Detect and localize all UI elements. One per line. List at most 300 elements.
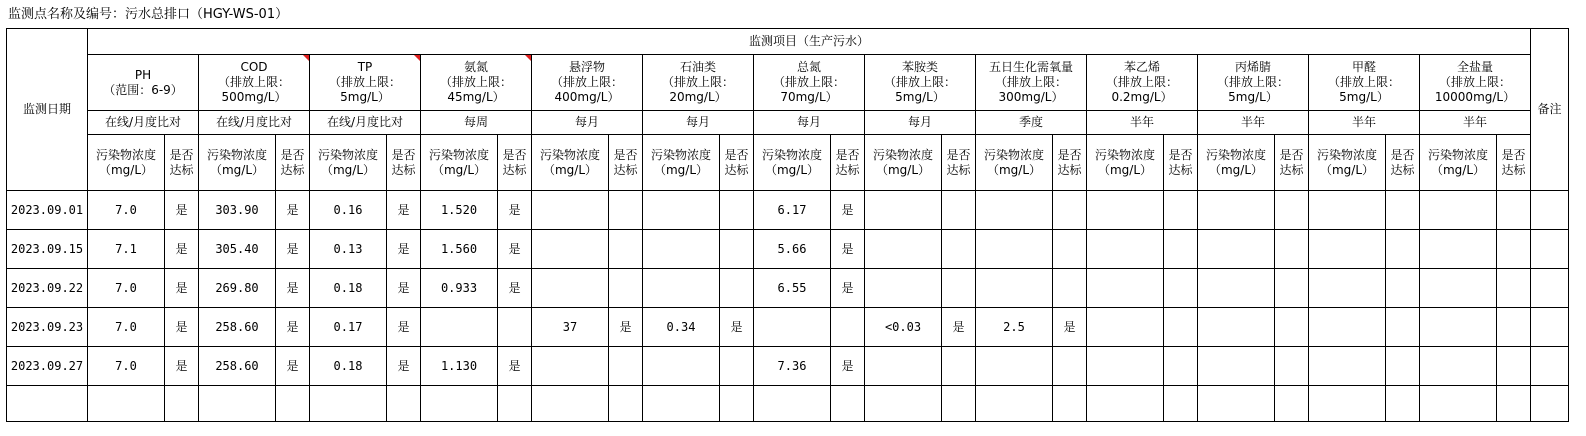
pass-cell[interactable]: 是 bbox=[165, 230, 199, 269]
pass-cell[interactable] bbox=[1386, 308, 1420, 347]
pass-label: 达标 bbox=[1168, 162, 1193, 177]
pass-label: 达标 bbox=[946, 162, 971, 177]
pass-cell[interactable] bbox=[720, 347, 754, 386]
item-limit: （排放上限： bbox=[772, 75, 845, 89]
concentration-cell[interactable]: 7.36 bbox=[754, 347, 831, 386]
pass-label: 是否 bbox=[280, 147, 305, 162]
date-header: 监测日期 bbox=[7, 29, 88, 191]
unit-label: （mg/L） bbox=[986, 162, 1042, 177]
concentration-header bbox=[1309, 135, 1386, 191]
pass-label: 是否 bbox=[835, 147, 860, 162]
pass-cell[interactable]: 是 bbox=[831, 191, 865, 230]
pass-cell[interactable] bbox=[720, 191, 754, 230]
item-header bbox=[421, 55, 532, 111]
unit-label: （mg/L） bbox=[209, 162, 265, 177]
concentration-cell[interactable] bbox=[976, 386, 1053, 422]
pass-label: 达标 bbox=[391, 162, 416, 177]
item-name: 甲醛 bbox=[1351, 60, 1376, 74]
concentration-cell[interactable] bbox=[532, 386, 609, 422]
item-limit: （排放上限： bbox=[1327, 75, 1400, 89]
pass-label: 是否 bbox=[1501, 147, 1526, 162]
pass-cell[interactable]: 是 bbox=[276, 269, 310, 308]
item-header bbox=[532, 55, 643, 111]
concentration-cell[interactable] bbox=[421, 308, 498, 347]
concentration-cell[interactable]: 1.560 bbox=[421, 230, 498, 269]
item-limit: （排放上限： bbox=[328, 75, 401, 89]
item-header bbox=[199, 55, 310, 111]
pass-label: 达标 bbox=[1390, 162, 1415, 177]
item-name: 苯胺类 bbox=[901, 60, 938, 74]
pass-cell[interactable] bbox=[1275, 308, 1309, 347]
date-cell[interactable] bbox=[7, 386, 88, 422]
pass-label: 是否 bbox=[1390, 147, 1415, 162]
pass-cell[interactable] bbox=[276, 386, 310, 422]
item-name: 苯乙烯 bbox=[1123, 60, 1160, 74]
pass-cell[interactable] bbox=[1164, 308, 1198, 347]
concentration-cell[interactable] bbox=[1420, 269, 1497, 308]
pass-cell[interactable]: 是 bbox=[1053, 308, 1087, 347]
pass-header bbox=[1053, 135, 1087, 191]
pass-label: 是否 bbox=[946, 147, 971, 162]
concentration-cell[interactable] bbox=[976, 269, 1053, 308]
pass-cell[interactable]: 是 bbox=[720, 308, 754, 347]
concentration-cell[interactable]: 1.520 bbox=[421, 191, 498, 230]
concentration-cell[interactable] bbox=[199, 386, 276, 422]
pass-cell[interactable] bbox=[831, 308, 865, 347]
pass-cell[interactable]: 是 bbox=[387, 347, 421, 386]
pass-label: 是否 bbox=[1057, 147, 1082, 162]
concentration-cell[interactable]: 5.66 bbox=[754, 230, 831, 269]
pass-cell[interactable] bbox=[609, 230, 643, 269]
concentration-cell[interactable] bbox=[865, 347, 942, 386]
pass-label: 是否 bbox=[1279, 147, 1304, 162]
item-limit: （排放上限： bbox=[1216, 75, 1289, 89]
pass-header bbox=[387, 135, 421, 191]
unit-label: （mg/L） bbox=[1319, 162, 1375, 177]
pass-cell[interactable]: 是 bbox=[498, 269, 532, 308]
pass-label: 达标 bbox=[502, 162, 527, 177]
concentration-cell[interactable]: 258.60 bbox=[199, 308, 276, 347]
concentration-header bbox=[643, 135, 720, 191]
pass-cell[interactable]: 是 bbox=[609, 308, 643, 347]
pass-cell[interactable]: 是 bbox=[498, 230, 532, 269]
concentration-cell[interactable] bbox=[1420, 191, 1497, 230]
concentration-cell[interactable]: 0.16 bbox=[310, 191, 387, 230]
pass-header bbox=[276, 135, 310, 191]
pass-label: 达标 bbox=[835, 162, 860, 177]
pass-cell[interactable]: 是 bbox=[387, 191, 421, 230]
concentration-cell[interactable]: 0.18 bbox=[310, 269, 387, 308]
item-limit: 300mg/L） bbox=[998, 90, 1064, 104]
pass-cell[interactable] bbox=[1386, 191, 1420, 230]
pass-cell[interactable]: 是 bbox=[165, 308, 199, 347]
item-limit: （排放上限： bbox=[883, 75, 956, 89]
pass-cell[interactable] bbox=[1386, 269, 1420, 308]
concentration-cell[interactable] bbox=[1087, 230, 1164, 269]
item-limit: 70mg/L） bbox=[780, 90, 838, 104]
concentration-cell[interactable]: 37 bbox=[532, 308, 609, 347]
pass-cell[interactable]: 是 bbox=[831, 269, 865, 308]
pass-cell[interactable] bbox=[1275, 269, 1309, 308]
concentration-cell[interactable] bbox=[1309, 191, 1386, 230]
concentration-cell[interactable] bbox=[1087, 308, 1164, 347]
concentration-cell[interactable] bbox=[754, 308, 831, 347]
pass-cell[interactable]: 是 bbox=[276, 308, 310, 347]
pass-cell[interactable] bbox=[1053, 386, 1087, 422]
item-limit: 20mg/L） bbox=[669, 90, 727, 104]
sheet-title: 监测点名称及编号：污水总排口（HGY-WS-01） bbox=[8, 7, 289, 22]
pass-cell[interactable] bbox=[1497, 347, 1531, 386]
concentration-cell[interactable] bbox=[1087, 191, 1164, 230]
concentration-header bbox=[1198, 135, 1275, 191]
date-cell[interactable]: 2023.09.23 bbox=[7, 308, 88, 347]
table-row bbox=[7, 347, 1569, 386]
item-header bbox=[976, 55, 1087, 111]
pass-header bbox=[498, 135, 532, 191]
item-name: 总氮 bbox=[796, 60, 821, 74]
pass-cell[interactable]: 是 bbox=[498, 347, 532, 386]
pass-label: 达标 bbox=[613, 162, 638, 177]
pass-cell[interactable] bbox=[609, 269, 643, 308]
group-header: 监测项目（生产污水） bbox=[88, 29, 1531, 55]
concentration-header bbox=[865, 135, 942, 191]
item-limit: 5mg/L） bbox=[340, 90, 390, 104]
pass-cell[interactable]: 是 bbox=[498, 191, 532, 230]
concentration-cell[interactable]: 1.130 bbox=[421, 347, 498, 386]
pass-cell[interactable] bbox=[165, 386, 199, 422]
item-limit: 10000mg/L） bbox=[1434, 90, 1516, 104]
item-header bbox=[1198, 55, 1309, 111]
pass-cell[interactable] bbox=[1275, 347, 1309, 386]
date-cell[interactable]: 2023.09.01 bbox=[7, 191, 88, 230]
concentration-cell[interactable]: 0.18 bbox=[310, 347, 387, 386]
remark-cell[interactable] bbox=[1531, 191, 1569, 230]
pass-cell[interactable] bbox=[720, 386, 754, 422]
date-cell[interactable]: 2023.09.15 bbox=[7, 230, 88, 269]
pass-cell[interactable]: 是 bbox=[387, 308, 421, 347]
remark-cell[interactable] bbox=[1531, 347, 1569, 386]
unit-label: （mg/L） bbox=[542, 162, 598, 177]
concentration-cell[interactable] bbox=[1420, 386, 1497, 422]
concentration-label: 污染物浓度 bbox=[650, 147, 711, 162]
pass-cell[interactable] bbox=[498, 308, 532, 347]
frequency-cell: 季度 bbox=[976, 111, 1087, 135]
remark-cell[interactable] bbox=[1531, 230, 1569, 269]
concentration-cell[interactable] bbox=[1420, 347, 1497, 386]
pass-cell[interactable] bbox=[942, 269, 976, 308]
pass-cell[interactable] bbox=[1275, 230, 1309, 269]
unit-label: （mg/L） bbox=[1208, 162, 1264, 177]
pass-cell[interactable] bbox=[1164, 191, 1198, 230]
concentration-cell[interactable] bbox=[643, 386, 720, 422]
item-name: COD bbox=[240, 60, 268, 74]
item-header bbox=[643, 55, 754, 111]
frequency-cell: 每月 bbox=[532, 111, 643, 135]
comment-marker-icon[interactable] bbox=[303, 55, 309, 61]
table-row bbox=[7, 308, 1569, 347]
unit-label: （mg/L） bbox=[764, 162, 820, 177]
concentration-cell[interactable]: 0.13 bbox=[310, 230, 387, 269]
item-limit: 400mg/L） bbox=[554, 90, 620, 104]
concentration-cell[interactable]: 0.17 bbox=[310, 308, 387, 347]
unit-label: （mg/L） bbox=[653, 162, 709, 177]
concentration-cell[interactable]: 6.55 bbox=[754, 269, 831, 308]
pass-cell[interactable]: 是 bbox=[276, 230, 310, 269]
concentration-header bbox=[88, 135, 165, 191]
pass-cell[interactable]: 是 bbox=[165, 191, 199, 230]
item-name: PH bbox=[134, 67, 152, 82]
pass-header bbox=[609, 135, 643, 191]
concentration-cell[interactable] bbox=[1198, 386, 1275, 422]
pass-label: 达标 bbox=[1279, 162, 1304, 177]
concentration-label: 污染物浓度 bbox=[1094, 147, 1155, 162]
concentration-cell[interactable] bbox=[532, 269, 609, 308]
concentration-cell[interactable] bbox=[1309, 230, 1386, 269]
pass-cell[interactable] bbox=[1497, 386, 1531, 422]
concentration-cell[interactable] bbox=[976, 191, 1053, 230]
item-name: 丙烯腈 bbox=[1234, 60, 1271, 74]
pass-cell[interactable] bbox=[942, 191, 976, 230]
pass-cell[interactable] bbox=[942, 386, 976, 422]
pass-cell[interactable] bbox=[609, 347, 643, 386]
pass-label: 是否 bbox=[391, 147, 416, 162]
table-row bbox=[7, 230, 1569, 269]
pass-cell[interactable] bbox=[1386, 230, 1420, 269]
concentration-cell[interactable] bbox=[1198, 191, 1275, 230]
frequency-cell: 半年 bbox=[1309, 111, 1420, 135]
unit-label: （mg/L） bbox=[320, 162, 376, 177]
concentration-cell[interactable] bbox=[643, 347, 720, 386]
pass-header bbox=[720, 135, 754, 191]
item-limit: （范围：6-9） bbox=[103, 82, 183, 97]
concentration-header bbox=[754, 135, 831, 191]
pass-cell[interactable] bbox=[1275, 191, 1309, 230]
concentration-cell[interactable] bbox=[532, 191, 609, 230]
concentration-cell[interactable] bbox=[643, 191, 720, 230]
item-limit: （排放上限： bbox=[439, 75, 512, 89]
pass-label: 是否 bbox=[1168, 147, 1193, 162]
item-limit: （排放上限： bbox=[661, 75, 734, 89]
frequency-cell: 每周 bbox=[421, 111, 532, 135]
concentration-label: 污染物浓度 bbox=[1316, 147, 1377, 162]
concentration-cell[interactable]: 6.17 bbox=[754, 191, 831, 230]
date-cell[interactable]: 2023.09.22 bbox=[7, 269, 88, 308]
item-name: 氨氮 bbox=[463, 60, 488, 74]
pass-header bbox=[1164, 135, 1198, 191]
pass-cell[interactable]: 是 bbox=[831, 230, 865, 269]
pass-cell[interactable] bbox=[1497, 230, 1531, 269]
comment-marker-icon[interactable] bbox=[525, 55, 531, 61]
pass-header bbox=[942, 135, 976, 191]
concentration-cell[interactable]: 7.1 bbox=[88, 230, 165, 269]
concentration-label: 污染物浓度 bbox=[983, 147, 1044, 162]
item-name: 石油类 bbox=[679, 60, 716, 74]
frequency-cell: 在线/月度比对 bbox=[310, 111, 421, 135]
concentration-header bbox=[199, 135, 276, 191]
concentration-cell[interactable] bbox=[1198, 269, 1275, 308]
pass-cell[interactable] bbox=[387, 386, 421, 422]
concentration-cell[interactable] bbox=[865, 230, 942, 269]
concentration-cell[interactable] bbox=[1309, 269, 1386, 308]
concentration-cell[interactable]: 269.80 bbox=[199, 269, 276, 308]
item-limit: （排放上限： bbox=[1105, 75, 1178, 89]
concentration-cell[interactable] bbox=[310, 386, 387, 422]
pass-cell[interactable] bbox=[1497, 308, 1531, 347]
pass-cell[interactable] bbox=[1053, 191, 1087, 230]
concentration-cell[interactable]: 7.0 bbox=[88, 347, 165, 386]
frequency-cell: 每月 bbox=[754, 111, 865, 135]
concentration-cell[interactable]: 303.90 bbox=[199, 191, 276, 230]
concentration-label: 污染物浓度 bbox=[1205, 147, 1266, 162]
pass-label: 达标 bbox=[169, 162, 194, 177]
concentration-header bbox=[532, 135, 609, 191]
concentration-cell[interactable]: 0.34 bbox=[643, 308, 720, 347]
item-header bbox=[1420, 55, 1531, 111]
pass-cell[interactable] bbox=[1497, 191, 1531, 230]
pass-cell[interactable] bbox=[831, 386, 865, 422]
concentration-label: 污染物浓度 bbox=[95, 147, 156, 162]
remark-cell[interactable] bbox=[1531, 386, 1569, 422]
comment-marker-icon[interactable] bbox=[414, 55, 420, 61]
concentration-label: 污染物浓度 bbox=[317, 147, 378, 162]
concentration-cell[interactable]: 258.60 bbox=[199, 347, 276, 386]
pass-cell[interactable] bbox=[498, 386, 532, 422]
item-name: 五日生化需氧量 bbox=[988, 60, 1073, 74]
concentration-cell[interactable]: 7.0 bbox=[88, 308, 165, 347]
concentration-cell[interactable] bbox=[976, 230, 1053, 269]
concentration-cell[interactable] bbox=[643, 269, 720, 308]
concentration-cell[interactable] bbox=[1087, 269, 1164, 308]
item-header bbox=[1309, 55, 1420, 111]
pass-cell[interactable]: 是 bbox=[165, 347, 199, 386]
item-limit: （排放上限： bbox=[994, 75, 1067, 89]
concentration-header bbox=[976, 135, 1053, 191]
pass-cell[interactable] bbox=[609, 191, 643, 230]
concentration-cell[interactable] bbox=[1087, 347, 1164, 386]
frequency-cell: 每月 bbox=[643, 111, 754, 135]
concentration-header bbox=[1087, 135, 1164, 191]
remark-cell[interactable] bbox=[1531, 269, 1569, 308]
pass-cell[interactable] bbox=[1164, 230, 1198, 269]
concentration-cell[interactable] bbox=[1420, 308, 1497, 347]
concentration-cell[interactable]: <0.03 bbox=[865, 308, 942, 347]
concentration-cell[interactable]: 0.933 bbox=[421, 269, 498, 308]
concentration-cell[interactable] bbox=[532, 347, 609, 386]
pass-cell[interactable] bbox=[1497, 269, 1531, 308]
pass-cell[interactable] bbox=[1386, 347, 1420, 386]
concentration-cell[interactable]: 305.40 bbox=[199, 230, 276, 269]
concentration-cell[interactable] bbox=[421, 386, 498, 422]
unit-label: （mg/L） bbox=[875, 162, 931, 177]
pass-cell[interactable] bbox=[720, 269, 754, 308]
concentration-label: 污染物浓度 bbox=[206, 147, 267, 162]
pass-label: 是否 bbox=[169, 147, 194, 162]
item-name: 悬浮物 bbox=[568, 60, 605, 74]
concentration-cell[interactable]: 2.5 bbox=[976, 308, 1053, 347]
pass-cell[interactable] bbox=[1164, 269, 1198, 308]
concentration-cell[interactable] bbox=[1087, 386, 1164, 422]
item-limit: 5mg/L） bbox=[1228, 90, 1278, 104]
pass-cell[interactable] bbox=[1053, 269, 1087, 308]
concentration-header bbox=[421, 135, 498, 191]
item-limit: 5mg/L） bbox=[1339, 90, 1389, 104]
pass-cell[interactable] bbox=[942, 230, 976, 269]
item-limit: （排放上限： bbox=[1438, 75, 1511, 89]
item-header bbox=[88, 55, 199, 111]
concentration-cell[interactable] bbox=[1198, 308, 1275, 347]
unit-label: （mg/L） bbox=[1097, 162, 1153, 177]
concentration-cell[interactable] bbox=[865, 386, 942, 422]
concentration-cell[interactable] bbox=[1198, 230, 1275, 269]
pass-label: 是否 bbox=[613, 147, 638, 162]
pass-label: 达标 bbox=[1501, 162, 1526, 177]
pass-label: 达标 bbox=[280, 162, 305, 177]
pass-cell[interactable] bbox=[609, 386, 643, 422]
concentration-cell[interactable] bbox=[1309, 347, 1386, 386]
pass-cell[interactable]: 是 bbox=[165, 269, 199, 308]
item-header bbox=[865, 55, 976, 111]
table-row bbox=[7, 269, 1569, 308]
date-cell[interactable]: 2023.09.27 bbox=[7, 347, 88, 386]
pass-cell[interactable] bbox=[1164, 347, 1198, 386]
remark-header: 备注 bbox=[1531, 29, 1569, 191]
frequency-cell: 在线/月度比对 bbox=[88, 111, 199, 135]
unit-label: （mg/L） bbox=[431, 162, 487, 177]
pass-header bbox=[831, 135, 865, 191]
pass-cell[interactable] bbox=[1164, 386, 1198, 422]
item-limit: 0.2mg/L） bbox=[1111, 90, 1173, 104]
concentration-cell[interactable] bbox=[865, 191, 942, 230]
remark-cell[interactable] bbox=[1531, 308, 1569, 347]
concentration-cell[interactable] bbox=[643, 230, 720, 269]
concentration-cell[interactable] bbox=[865, 269, 942, 308]
concentration-cell[interactable] bbox=[1309, 308, 1386, 347]
pass-cell[interactable] bbox=[942, 347, 976, 386]
pass-cell[interactable] bbox=[1275, 386, 1309, 422]
frequency-cell: 半年 bbox=[1087, 111, 1198, 135]
frequency-cell: 半年 bbox=[1198, 111, 1309, 135]
concentration-cell[interactable] bbox=[88, 386, 165, 422]
concentration-header bbox=[310, 135, 387, 191]
concentration-cell[interactable]: 7.0 bbox=[88, 191, 165, 230]
pass-label: 达标 bbox=[1057, 162, 1082, 177]
concentration-cell[interactable] bbox=[1420, 230, 1497, 269]
concentration-cell[interactable] bbox=[754, 386, 831, 422]
pass-cell[interactable] bbox=[720, 230, 754, 269]
pass-cell[interactable]: 是 bbox=[831, 347, 865, 386]
pass-cell[interactable] bbox=[1053, 230, 1087, 269]
concentration-cell[interactable]: 7.0 bbox=[88, 269, 165, 308]
pass-cell[interactable] bbox=[1053, 347, 1087, 386]
pass-cell[interactable]: 是 bbox=[276, 191, 310, 230]
pass-cell[interactable] bbox=[1386, 386, 1420, 422]
concentration-label: 污染物浓度 bbox=[428, 147, 489, 162]
item-name: 全盐量 bbox=[1456, 60, 1493, 74]
pass-cell[interactable]: 是 bbox=[387, 269, 421, 308]
concentration-cell[interactable] bbox=[532, 230, 609, 269]
pass-cell[interactable]: 是 bbox=[276, 347, 310, 386]
pass-cell[interactable]: 是 bbox=[387, 230, 421, 269]
item-limit: 5mg/L） bbox=[895, 90, 945, 104]
concentration-cell[interactable] bbox=[1309, 386, 1386, 422]
frequency-cell: 在线/月度比对 bbox=[199, 111, 310, 135]
concentration-cell[interactable] bbox=[976, 347, 1053, 386]
item-header bbox=[1087, 55, 1198, 111]
item-limit: 500mg/L） bbox=[221, 90, 287, 104]
concentration-cell[interactable] bbox=[1198, 347, 1275, 386]
frequency-cell: 半年 bbox=[1420, 111, 1531, 135]
pass-cell[interactable]: 是 bbox=[942, 308, 976, 347]
